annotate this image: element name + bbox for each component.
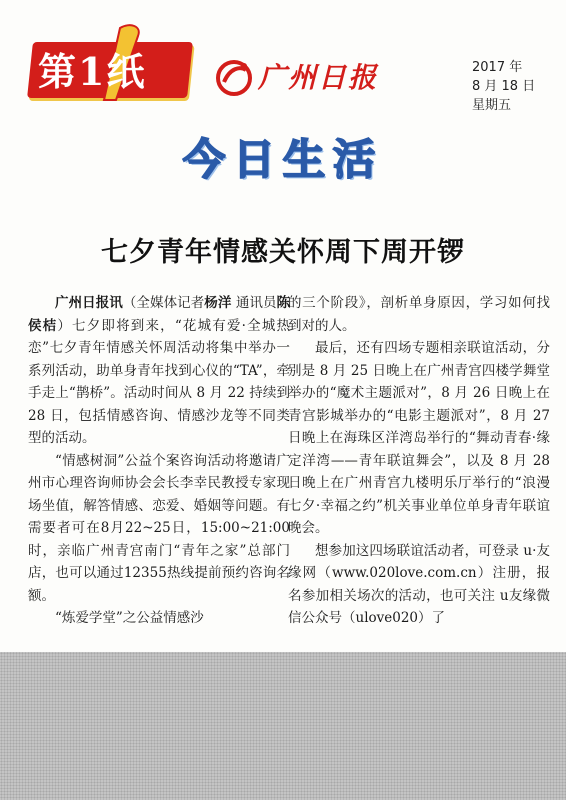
masthead [18, 20, 548, 113]
article-paragraph: 想参加这四场联谊活动者，可登录 u·友缘网（www.020love.com.cn）注册，报名参加相关场次的活动，也可关注 u友缘微信公众号（ulove020）了 [288, 542, 550, 626]
reporter-name: 杨洋 [204, 295, 232, 311]
dateline: 广州日报讯 [55, 295, 123, 311]
article-paragraph [28, 292, 290, 450]
correspondent-name: 陈侯桔 [28, 295, 290, 334]
issue-weekday: 星期五 [472, 98, 512, 113]
screentone-overlay [0, 652, 566, 800]
article-column-left [28, 292, 290, 652]
brand-label: 第1纸 [38, 49, 147, 94]
article-paragraph: “情感树洞”公益个案咨询活动将邀请广州市心理咨询师协会会长李幸民教授专家现场坐值，解答情感、恋爱、婚姻等问题。有需要者可在8月22~25日，15:00~21:00时，亲临广州青宫南门“青年之家”总部门店，也可以通过12355热线提前预约咨询名额。 [28, 452, 290, 604]
article-paragraph: 最后，还有四场专题相亲联谊活动，分别是 8 月 25 日晚上在广州青宫四楼学舞堂举办的“魔术主题派对”，8 月 26 日晚上在青宫影城举办的“电影主题派对”，8 月 27 日晚上在海珠区洋湾岛举行的“舞动青春·缘定洋湾——青年联谊舞会”，以及 8 月 28 日晚上在广州青宫九楼明乐厅举行的“浪漫七夕·幸福之约”机关事业单位单身青年联谊晚会。 [288, 340, 550, 536]
byline-prefix: （全媒体记者 [122, 295, 205, 311]
paper-emblem-icon [214, 58, 254, 98]
paragraph-text: ）七夕即将到来，“花城有爱·全城热恋”七夕青年情感关怀周活动将集中举办一系列活动，助单身青年找到心仪的“TA”，牵手走上“鹊桥”。活动时间从 8 月 22 持续到 28 日，包括情感咨询、情感沙龙等不同类型的活动。 [28, 317, 290, 446]
article-paragraph: “炼爱学堂”之公益情感沙 [55, 610, 204, 626]
section-header [150, 132, 416, 188]
issue-date [472, 58, 562, 115]
issue-day: 8 月 18 日 [472, 79, 536, 94]
paper-logo [214, 58, 454, 98]
paper-name: 广州日报 [258, 61, 379, 94]
article-headline: 七夕青年情感关怀周下周开锣 [101, 237, 465, 268]
article-paragraph: 的三个阶段》，剖析单身原因，学习如何找到对的人。 [288, 295, 550, 334]
article-column-right [288, 292, 550, 652]
issue-year: 2017 年 [472, 60, 523, 75]
byline-mid: 通讯员 [235, 295, 277, 311]
section-title: 今日生活 [182, 135, 383, 184]
